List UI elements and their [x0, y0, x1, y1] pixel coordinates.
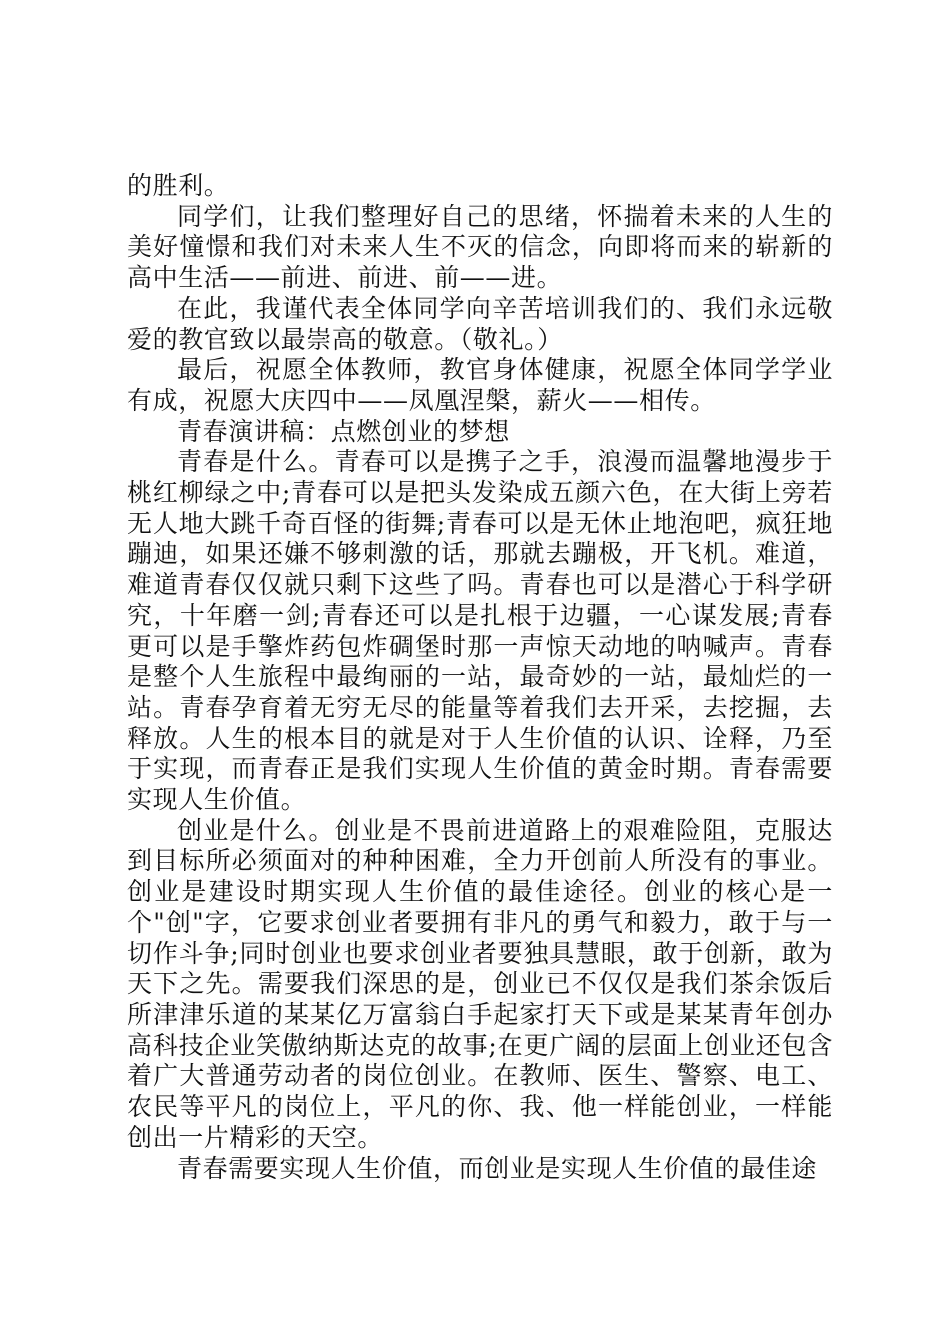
paragraph-youth-needs-value: 青春需要实现人生价值，而创业是实现人生价值的最佳途 — [177, 1153, 818, 1183]
paragraph-continuation: 的胜利。 — [127, 171, 230, 200]
paragraph-salute-instructors: 在此，我谨代表全体同学向辛苦培训我们的、我们永远敬爱的教官致以最崇高的敬意。（敬礼。） — [127, 293, 833, 354]
paragraph-what-is-entrepreneurship: 创业是什么。创业是不畏前进道路上的艰难险阻，克服达到目标所必须面对的种种困难，全力开创前人所没有的事业。创业是建设时期实现人生价值的最佳途径。创业的核心是一个"创"字，它要求创业者要拥有非凡的勇气和毅力，敢于与一切作斗争;同时创业也要求创业者要独具慧眼，敢于创新，敢为天下之先。需要我们深思的是，创业已不仅仅是我们茶余饭后所津津乐道的某某亿万富翁白手起家打天下或是某某青年创办高科技企业笑傲纳斯达克的故事;在更广阔的层面上创业还包含着广大普通劳动者的岗位创业。在教师、医生、警察、电工、农民等平凡的岗位上，平凡的你、我、他一样能创业，一样能创出一片精彩的天空。 — [127, 815, 833, 1152]
paragraph-classmates: 同学们，让我们整理好自己的思绪，怀揣着未来的人生的美好憧憬和我们对未来人生不灭的信念，向即将而来的崭新的高中生活——前进、前进、前——进。 — [127, 201, 833, 293]
section-heading: 青春演讲稿：点燃创业的梦想 — [177, 416, 510, 446]
paragraph-final-wishes: 最后，祝愿全体教师，教官身体健康，祝愿全体同学学业有成，祝愿大庆四中——凤凰涅槃，薪火——相传。 — [127, 355, 833, 415]
document-body — [127, 171, 833, 1184]
paragraph-what-is-youth: 青春是什么。青春可以是携子之手，浪漫而温馨地漫步于桃红柳绿之中;青春可以是把头发染成五颜六色，在大街上旁若无人地大跳千奇百怪的街舞;青春可以是无休止地泡吧，疯狂地蹦迪，如果还嫌不够刺激的话，那就去蹦极，开飞机。难道，难道青春仅仅就只剩下这些了吗。青春也可以是潜心于科学研究，十年磨一剑;青春还可以是扎根于边疆，一心谋发展;青春更可以是手擎炸药包炸碉堡时那一声惊天动地的呐喊声。青春是整个人生旅程中最绚丽的一站，最奇妙的一站，最灿烂的一站。青春孕育着无穷无尽的能量等着我们去开采，去挖掘，去释放。人生的根本目的就是对于人生价值的认识、诠释，乃至于实现，而青春正是我们实现人生价值的黄金时期。青春需要实现人生价值。 — [127, 447, 833, 815]
